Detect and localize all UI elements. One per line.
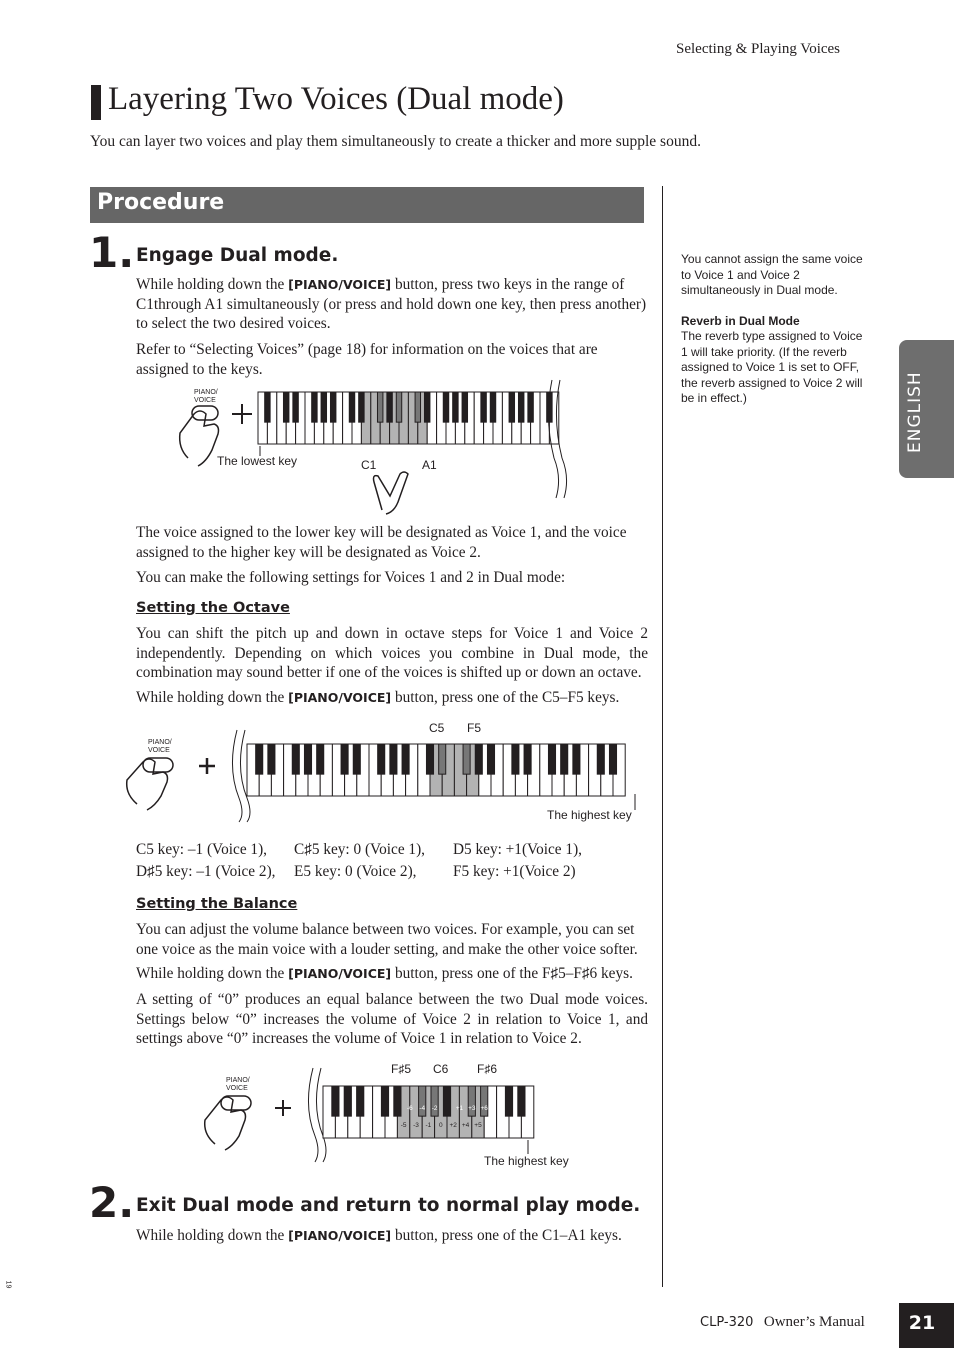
table-row: [136, 839, 582, 861]
step-1-paragraph-3: The voice assigned to the lower key will be designated as Voice 1, and the voice assigned to the higher key will be designated as Voice 2.: [136, 524, 627, 561]
piano-voice-button-label: PIANO/ VOICE: [148, 739, 172, 754]
highest-key-label: The highest key: [547, 808, 632, 822]
black-key: [344, 1086, 351, 1116]
black-key: [330, 392, 335, 422]
black-key: [462, 392, 467, 422]
black-key: [359, 392, 364, 422]
table-row: [136, 861, 582, 883]
note-reverb-title: Reverb in Dual Mode: [681, 314, 800, 328]
black-key: [509, 392, 514, 422]
black-key: [394, 1086, 401, 1116]
f5-label: F5: [467, 721, 482, 735]
black-key: [268, 744, 275, 774]
black-key: [518, 392, 523, 422]
black-key: [387, 392, 392, 422]
balance-value-label: +3: [468, 1105, 476, 1112]
keyboard-2: [247, 744, 625, 796]
black-key: [390, 744, 397, 774]
intro-text: You can layer two voices and play them simultaneously to create a thicker and more supple sound.: [90, 133, 701, 150]
black-key: [573, 744, 580, 774]
black-key: [609, 744, 616, 774]
c6-label: C6: [433, 1062, 449, 1076]
step-1-number: 1.: [89, 228, 135, 277]
black-key: [453, 392, 458, 422]
table-cell: F5 key: +1(Voice 2): [453, 863, 576, 880]
black-key: [426, 744, 433, 774]
table-cell: E5 key: 0 (Voice 2),: [294, 863, 417, 880]
balance-value-label: -4: [419, 1105, 426, 1112]
keyboard-3: [323, 1086, 534, 1138]
step-1-title: Engage Dual mode.: [136, 245, 339, 266]
black-key: [439, 744, 446, 774]
balance-value-label: +2: [449, 1122, 457, 1129]
step-2-title: Exit Dual mode and return to normal play mode.: [136, 1195, 641, 1216]
black-key: [265, 392, 270, 422]
black-key: [381, 1086, 388, 1116]
page-number: 21: [908, 1312, 936, 1334]
step-1-paragraph-1: While holding down the [PIANO/VOICE] button, press two keys in the range of C1through A1 simultaneously (or press and hold down one key, then press another) to select the two desired voices.: [136, 276, 647, 332]
balance-value-label: +5: [474, 1122, 482, 1129]
black-key: [353, 744, 360, 774]
step-1-paragraph-2: Refer to “Selecting Voices” (page 18) for information on the voices that are assigned to the keys.: [136, 341, 598, 378]
fs5-label: F♯5: [391, 1062, 412, 1076]
balance-value-label: -1: [425, 1122, 432, 1129]
table-cell: C5 key: –1 (Voice 1),: [136, 841, 267, 858]
piano-voice-button-label: PIANO/ VOICE: [226, 1077, 250, 1092]
procedure-heading: Procedure: [97, 190, 225, 215]
two-finger-hand-icon: [374, 472, 409, 514]
keyboard-1: [258, 392, 559, 444]
plus-icon: [275, 1100, 291, 1116]
plus-icon: [199, 758, 215, 774]
black-key: [443, 1086, 450, 1116]
step-1-paragraph-4: You can make the following settings for Voices 1 and 2 in Dual mode:: [136, 569, 566, 586]
black-key: [292, 744, 299, 774]
black-key: [357, 1086, 364, 1116]
black-key: [505, 1086, 512, 1116]
figure-balance-keys: [195, 1058, 569, 1174]
c5-label: C5: [429, 721, 445, 735]
black-key: [312, 392, 317, 422]
black-key: [487, 744, 494, 774]
page-title: Layering Two Voices (Dual mode): [108, 81, 564, 117]
black-key: [341, 744, 348, 774]
black-key: [402, 744, 409, 774]
black-key: [396, 392, 401, 422]
black-key: [561, 744, 568, 774]
balance-value-label: -3: [413, 1122, 419, 1129]
black-key: [377, 392, 382, 422]
balance-value-label: 0: [438, 1122, 443, 1129]
note-same-voice: You cannot assign the same voice to Voice 1 and Voice 2 simultaneously in Dual mode.: [681, 252, 863, 297]
margin-page-mark: 19: [4, 1280, 12, 1289]
black-key: [283, 392, 288, 422]
black-key: [321, 392, 326, 422]
black-key: [378, 744, 385, 774]
highest-key-label: The highest key: [484, 1154, 569, 1168]
note-reverb-text: The reverb type assigned to Voice 1 will take priority. (If the reverb assigned to Voice 1 is set to OFF, the reverb assigned to Voice 2 will be in effect.): [681, 329, 863, 405]
plus-icon: [232, 404, 252, 424]
balance-paragraph-1: You can adjust the volume balance between two voices. For example, you can set one voice as the main voice with a louder setting, and make the other voice softer.: [136, 921, 638, 958]
lowest-key-label: The lowest key: [217, 454, 298, 468]
black-key: [524, 744, 531, 774]
footer-model: CLP-320 Owner’s Manual: [700, 1314, 865, 1330]
language-tab-label: ENGLISH: [905, 371, 925, 453]
step-2-number: 2.: [89, 1178, 135, 1227]
black-key: [304, 744, 311, 774]
balance-paragraph-2: While holding down the [PIANO/VOICE] button, press one of the F♯5–F♯6 keys.: [136, 965, 633, 982]
balance-value-label: +1: [455, 1105, 464, 1112]
black-key: [597, 744, 604, 774]
black-key: [415, 392, 420, 422]
black-key: [463, 744, 470, 774]
table-cell: D5 key: +1(Voice 1),: [453, 841, 582, 858]
balance-subheading: Setting the Balance: [136, 896, 298, 912]
c1-label: C1: [361, 458, 377, 472]
black-key: [256, 744, 263, 774]
balance-value-label: -2: [431, 1105, 438, 1112]
figure-octave-keys: [115, 718, 645, 828]
balance-value-label: -6: [406, 1105, 413, 1112]
column-divider: [662, 186, 663, 1287]
table-cell: D♯5 key: –1 (Voice 2),: [136, 863, 276, 880]
octave-subheading: Setting the Octave: [136, 600, 290, 616]
balance-paragraph-3: A setting of “0” produces an equal balance between the two Dual mode voices. Settings below “0” increases the volume of Voice 2 in relation to Voice 1, and settings above “0” increases the volume of Voice 1 in relation to Voice 2.: [136, 991, 648, 1047]
black-key: [512, 744, 519, 774]
black-key: [475, 744, 482, 774]
black-key: [490, 392, 495, 422]
black-key: [293, 392, 298, 422]
fs6-label: F♯6: [477, 1062, 498, 1076]
black-key: [424, 392, 429, 422]
piano-voice-button-label: PIANO/ VOICE: [194, 389, 218, 404]
black-key: [481, 392, 486, 422]
a1-label: A1: [422, 458, 437, 472]
running-header: Selecting & Playing Voices: [676, 41, 841, 57]
black-key: [349, 392, 354, 422]
black-key: [548, 744, 555, 774]
black-key: [332, 1086, 339, 1116]
black-key: [518, 1086, 525, 1116]
balance-value-label: +6: [480, 1105, 488, 1112]
black-key: [317, 744, 324, 774]
table-cell: C♯5 key: 0 (Voice 1),: [294, 841, 425, 858]
balance-value-label: +4: [461, 1122, 470, 1129]
octave-key-table: [136, 839, 582, 883]
black-key: [528, 392, 533, 422]
black-key: [443, 392, 448, 422]
octave-paragraph-2: While holding down the [PIANO/VOICE] button, press one of the C5–F5 keys.: [136, 689, 620, 706]
figure-1-drawing: [160, 378, 580, 518]
title-marker: [91, 85, 101, 120]
step-2-paragraph: While holding down the [PIANO/VOICE] button, press one of the C1–A1 keys.: [136, 1227, 622, 1244]
figure-dual-keys: [160, 378, 580, 518]
octave-paragraph-1: You can shift the pitch up and down in octave steps for Voice 1 and Voice 2 independently. Depending on which voices you combine in Dual mode, the combination may sound better if one of the voices is shifted up or down an octave.: [136, 625, 648, 681]
balance-value-label: -5: [400, 1122, 407, 1129]
